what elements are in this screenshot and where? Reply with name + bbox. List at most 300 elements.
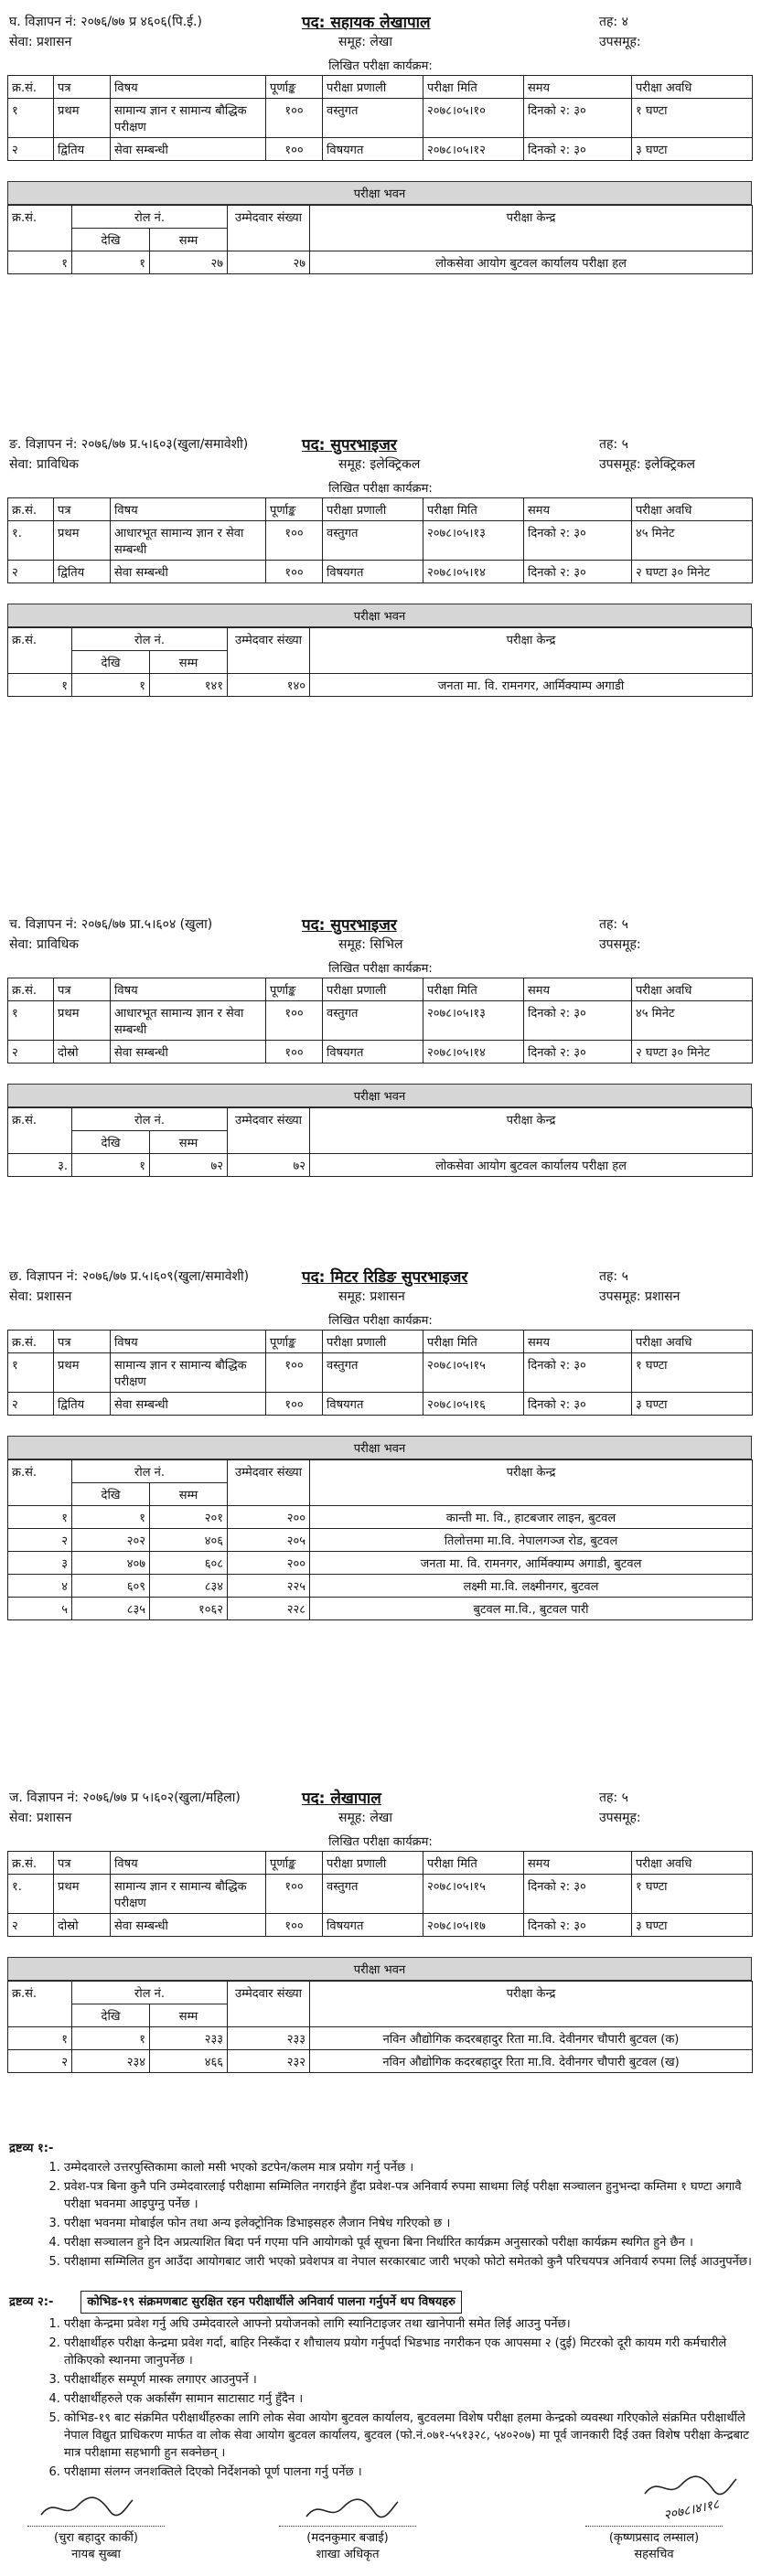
table-cell: १०६२ (150, 1598, 228, 1620)
table-cell: दिनको २: ३० (524, 1875, 632, 1914)
column-header: उम्मेदवार संख्या (228, 1982, 310, 2027)
table-cell: बुटवल मा.वि., बुटवल पारी (310, 1598, 753, 1620)
table-cell: १ (8, 2027, 72, 2050)
column-header: देखि (72, 2004, 150, 2027)
column-header: देखि (72, 651, 150, 674)
table-cell: सामान्य ज्ञान र सामान्य बौद्धिक परीक्षण (111, 1353, 266, 1393)
table-cell: १४० (228, 674, 310, 697)
exam-schedule-caption: लिखित परीक्षा कार्यक्रम: (328, 482, 433, 496)
level: तह: ५ (599, 1790, 628, 1805)
list-item: 3. परीक्षा भवनमा मोबाईल फोन तथा अन्य इलेक्ट्रोनिक डिभाइसहरु लैजान निषेध गरिएको छ । (64, 2215, 752, 2232)
exam-center-caption: परीक्षा भवन (7, 1957, 752, 1981)
table-cell: १ (8, 99, 54, 138)
column-header: पत्र (54, 978, 111, 1001)
exam-schedule-table (7, 1330, 753, 1416)
table-cell: २३३ (228, 2027, 310, 2050)
table-cell: १ (72, 674, 150, 697)
service-name: सेवा: प्राविधिक (9, 457, 80, 472)
table-cell: १४१ (150, 674, 228, 697)
exam-schedule-caption: लिखित परीक्षा कार्यक्रम: (328, 962, 433, 976)
table-cell: २ (8, 1041, 54, 1064)
table-cell: १. (8, 1875, 54, 1914)
handwritten-signature (302, 2496, 402, 2524)
exam-center-caption: परीक्षा भवन (7, 181, 752, 205)
column-header: परीक्षा मिति (423, 1331, 524, 1353)
table-cell: सेवा सम्बन्धी (111, 138, 266, 161)
exam-center-caption: परीक्षा भवन (7, 1084, 752, 1107)
column-header: परीक्षा मिति (423, 498, 524, 521)
column-header: क्र.सं. (8, 206, 72, 251)
table-cell: ४०६ (150, 1529, 228, 1552)
table-cell: दिनको २: ३० (524, 138, 632, 161)
table-cell: २०७८।०५।१३ (423, 1001, 524, 1041)
signatory-role: शाखा अधिकृत (316, 2548, 380, 2561)
table-header-row (8, 76, 753, 99)
table-header-row (8, 1460, 753, 1483)
table-row (8, 1506, 753, 1529)
signatory (585, 2526, 723, 2561)
section-header (0, 1262, 761, 1309)
column-header: क्र.सं. (8, 978, 54, 1001)
post-title: पद: सहायक लेखापाल (302, 14, 431, 32)
table-cell: वस्तुगत (323, 1353, 423, 1393)
table-cell: २ (8, 1914, 54, 1937)
table-cell: ३ घण्टा (632, 1393, 753, 1416)
advertisement-section (0, 430, 761, 697)
table-cell: ५ (8, 1598, 72, 1620)
column-header: उम्मेदवार संख्या (228, 628, 310, 674)
table-cell: १०० (266, 1875, 323, 1914)
section-header (0, 1783, 761, 1831)
column-header: पूर्णाङ्क (266, 1852, 323, 1875)
table-cell: ४५ मिनेट (632, 1001, 753, 1041)
table-cell: प्रथम (54, 1001, 111, 1041)
table-cell: वस्तुगत (323, 1875, 423, 1914)
table-cell: १०० (266, 1914, 323, 1937)
signatory-name: (चुरा बहादुर कार्की) (27, 2526, 165, 2545)
column-header: क्र.सं. (8, 1331, 54, 1353)
advertisement-section (0, 1262, 761, 1620)
notes-one-title: द्रष्टव्य १:- (9, 2142, 54, 2155)
table-cell: १०० (266, 1393, 323, 1416)
table-cell: लोकसेवा आयोग बुटवल कार्यालय परीक्षा हल (310, 1154, 753, 1177)
exam-schedule-caption: लिखित परीक्षा कार्यक्रम: (328, 59, 433, 73)
column-header: परीक्षा मिति (423, 76, 524, 99)
table-header-row (8, 498, 753, 521)
column-header: विषय (111, 1852, 266, 1875)
notes-two-title: द्रष्टव्य २:- (9, 2295, 54, 2309)
table-cell: दिनको २: ३० (524, 521, 632, 561)
column-header: परीक्षा केन्द्र (310, 1108, 753, 1154)
post-title: पद: सुपरभाइजर (302, 436, 397, 454)
column-header: पत्र (54, 1852, 111, 1875)
column-header: समय (524, 978, 632, 1001)
group-name: समूह: सिभिल (338, 937, 403, 952)
table-cell: दिनको २: ३० (524, 1041, 632, 1064)
advertisement-section (0, 910, 761, 1177)
column-header: देखि (72, 1483, 150, 1506)
exam-schedule-table (7, 1851, 753, 1937)
table-cell: २३४ (72, 2050, 150, 2073)
column-header: परीक्षा केन्द्र (310, 206, 753, 251)
column-header: विषय (111, 978, 266, 1001)
table-row (8, 1353, 753, 1393)
table-cell: २ (8, 1393, 54, 1416)
table-cell: २०७८।०५।१५ (423, 1875, 524, 1914)
table-cell: द्वितिय (54, 561, 111, 583)
table-cell: २ घण्टा ३० मिनेट (632, 1041, 753, 1064)
table-cell: ४६६ (150, 2050, 228, 2073)
level: तह: ४ (599, 15, 628, 29)
table-cell: १ घण्टा (632, 1875, 753, 1914)
list-item: 3. परीक्षार्थीहरु सम्पूर्ण मास्क लगाएर आउनुपर्ने । (64, 2371, 752, 2389)
table-cell: १०० (266, 1353, 323, 1393)
column-header: सम्म (150, 229, 228, 251)
list-item: 6. परीक्षामा संलग्न जनशक्तिले दिएको निर्देशनको पूर्ण पालना गर्नु पर्नेछ । (64, 2464, 752, 2481)
table-cell: आधारभूत सामान्य ज्ञान र सेवा सम्बन्धी (111, 1001, 266, 1041)
table-cell: तिलोत्तमा मा.वि. नेपालगञ्ज रोड, बुटवल (310, 1529, 753, 1552)
signatory (27, 2526, 165, 2561)
table-cell: सेवा सम्बन्धी (111, 1041, 266, 1064)
handwritten-signature (37, 2495, 137, 2522)
column-header: क्र.सं. (8, 76, 54, 99)
service-name: सेवा: प्रशासन (9, 1811, 72, 1825)
subgroup: उपसमूह: (599, 35, 641, 49)
table-row (8, 674, 753, 697)
table-cell: दोस्रो (54, 1041, 111, 1064)
column-header: पूर्णाङ्क (266, 1331, 323, 1353)
column-header: सम्म (150, 1131, 228, 1154)
column-header: समय (524, 1852, 632, 1875)
exam-center-caption: परीक्षा भवन (7, 1436, 752, 1459)
group-name: समूह: लेखा (338, 1811, 393, 1825)
table-cell: २०७८।०५।१३ (423, 521, 524, 561)
list-item: 2. परीक्षार्थीहरु परीक्षा केन्द्रमा प्रवेश गर्दा, बाहिर निस्कँदा र शौचालय प्रयोग गर्नुपर्दा भिडभाड नगरीकन एक आपसमा २ (दुई) मिटरको दूरी कायम गरी कर्मचारीले तोकिएको स्थानमा जानुपर्नेछ । (64, 2335, 752, 2369)
table-cell: ८३४ (150, 1575, 228, 1598)
table-cell: ३ घण्टा (632, 1914, 753, 1937)
table-cell: २०७८।०५।१७ (423, 1914, 524, 1937)
column-header: रोल नं. (72, 628, 228, 651)
table-cell: विषयगत (323, 1393, 423, 1416)
table-cell: १०० (266, 1001, 323, 1041)
notes-two-list (64, 2315, 761, 2481)
table-header-row (8, 628, 753, 651)
table-cell: विषयगत (323, 561, 423, 583)
post-title: पद: सुपरभाइजर (302, 916, 397, 935)
table-cell: २०७८।०५।१५ (423, 1353, 524, 1393)
exam-center-table (7, 1981, 753, 2073)
column-header: परीक्षा केन्द्र (310, 1460, 753, 1506)
column-header: विषय (111, 1331, 266, 1353)
table-cell: २ (8, 1529, 72, 1552)
table-cell: ४५ मिनेट (632, 521, 753, 561)
table-cell: ३. (8, 1154, 72, 1177)
table-cell: २०७८।०५।१२ (423, 138, 524, 161)
list-item: 5. कोभिड-१९ बाट संक्रमित परीक्षार्थीहरुका लागि लोक सेवा आयोग बुटवल कार्यालय, बुटवलमा विशेष परीक्षा हलमा केन्द्रको व्यवस्था गरिएकोले संक्रमित परीक्षार्थीले नेपाल विद्युत प्राधिकरण मार्फत वा लोक सेवा आयोग बुटवल कार्यालय, बुटवल (फो.नं.०७१-५५१३२८, ५४०२०७) मा पूर्व जानकारी दिई उक्त विशेष परीक्षा केन्द्रबाट मात्र परीक्षामा सहभागी हुन सक्नेछन् । (64, 2410, 752, 2462)
advert-number: ङ. विज्ञापन नं: २०७६/७७ प्र.५।६०३(खुला/समावेशी) (9, 437, 249, 452)
table-cell: १ घण्टा (632, 99, 753, 138)
table-cell: प्रथम (54, 1353, 111, 1393)
table-cell: सेवा सम्बन्धी (111, 561, 266, 583)
table-cell: प्रथम (54, 521, 111, 561)
service-name: सेवा: प्रशासन (9, 1289, 72, 1304)
table-cell: १०० (266, 1041, 323, 1064)
table-cell: २०० (228, 1506, 310, 1529)
table-cell: सेवा सम्बन्धी (111, 1914, 266, 1937)
column-header: उम्मेदवार संख्या (228, 206, 310, 251)
table-cell: दिनको २: ३० (524, 1914, 632, 1937)
column-header: पूर्णाङ्क (266, 498, 323, 521)
column-header: परीक्षा अवधि (632, 76, 753, 99)
table-header-row (8, 1331, 753, 1353)
table-cell: दिनको २: ३० (524, 1353, 632, 1393)
table-row (8, 1575, 753, 1598)
handwritten-date: २०७८।४।१८ (662, 2496, 721, 2524)
column-header: क्र.सं. (8, 1108, 72, 1154)
table-cell: १ (8, 1353, 54, 1393)
table-header-row (8, 1108, 753, 1131)
table-cell: १०० (266, 99, 323, 138)
column-header: रोल नं. (72, 206, 228, 229)
exam-center-caption: परीक्षा भवन (7, 604, 752, 627)
table-cell: २०१ (150, 1506, 228, 1529)
advert-number: ज. विज्ञापन नं: २०७६/७७ प्र ५।६०२(खुला/महिला) (9, 1790, 241, 1805)
column-header: रोल नं. (72, 1108, 228, 1131)
column-header: क्र.सं. (8, 628, 72, 674)
table-cell: २०२ (72, 1529, 150, 1552)
table-cell: नविन औद्योगिक कदरबहादुर रिता मा.वि. देवीनगर चौपारी बुटवल (क) (310, 2027, 753, 2050)
table-cell: लोकसेवा आयोग बुटवल कार्यालय परीक्षा हल (310, 251, 753, 274)
list-item: 1. उम्मेदवारले उत्तरपुस्तिकामा कालो मसी भएको डटपेन/कलम मात्र प्रयोग गर्नु पर्नेछ । (64, 2159, 752, 2176)
exam-center-table (7, 205, 753, 274)
exam-schedule-caption: लिखित परीक्षा कार्यक्रम: (328, 1314, 433, 1328)
table-cell: २०० (228, 1552, 310, 1575)
signatory-name: (कृष्णप्रसाद लम्साल) (585, 2526, 723, 2545)
table-cell: आधारभूत सामान्य ज्ञान र सेवा सम्बन्धी (111, 521, 266, 561)
column-header: पत्र (54, 498, 111, 521)
table-cell: १. (8, 521, 54, 561)
table-row (8, 1875, 753, 1914)
subgroup: उपसमूह: (599, 1811, 641, 1825)
table-cell: द्वितिय (54, 1393, 111, 1416)
exam-schedule-table (7, 978, 753, 1064)
table-cell: १ (8, 1506, 72, 1529)
table-cell: दिनको २: ३० (524, 1393, 632, 1416)
signatory-role: सहसचिव (634, 2548, 674, 2561)
table-cell: सामान्य ज्ञान र सामान्य बौद्धिक परीक्षण (111, 1875, 266, 1914)
table-cell: ६०८ (150, 1552, 228, 1575)
section-header (0, 7, 761, 55)
table-cell: दिनको २: ३० (524, 99, 632, 138)
handwritten-signature (640, 2474, 741, 2501)
column-header: परीक्षा अवधि (632, 1852, 753, 1875)
table-cell: विषयगत (323, 138, 423, 161)
list-item: 4. परीक्षार्थीहरुले एक अर्कासँग सामान साटासाट गर्नु हुँदैन । (64, 2390, 752, 2408)
column-header: परीक्षा प्रणाली (323, 978, 423, 1001)
list-item: 5. परीक्षामा सम्मिलित हुन आउँदा आयोगबाट जारी भएको प्रवेशपत्र वा नेपाल सरकारबाट जारी भएको फोटो समेतको कुनै परिचयपत्र अनिवार्य रुपमा लिई आउनुपर्नेछ। (64, 2253, 752, 2271)
advert-number: छ. विज्ञापन नं: २०७६/७७ प्र.५।६०९(खुला/समावेशी) (9, 1269, 250, 1284)
column-header: पत्र (54, 1331, 111, 1353)
list-item: 1. परीक्षा केन्द्रमा प्रवेश गर्नु अघि उम्मेदवारले आफ्नो प्रयोजनको लागि स्यानिटाइजर तथा खानेपानी समेत लिई आउनु पर्नेछ। (64, 2315, 752, 2333)
notes-two (0, 2291, 761, 2483)
table-cell: १ (72, 251, 150, 274)
table-cell: २०७८।०५।१४ (423, 561, 524, 583)
table-cell: ६०९ (72, 1575, 150, 1598)
table-row (8, 1598, 753, 1620)
table-cell: वस्तुगत (323, 521, 423, 561)
table-row (8, 1529, 753, 1552)
column-header: पूर्णाङ्क (266, 978, 323, 1001)
table-cell: जनता मा. वि. रामनगर, आर्मिक्याम्प अगाडी, बुटवल (310, 1552, 753, 1575)
table-cell: प्रथम (54, 1875, 111, 1914)
list-item: 2. प्रवेश-पत्र बिना कुनै पनि उम्मेदवारलाई परीक्षामा सम्मिलित नगराईने हुँदा प्रवेश-पत्र अनिवार्य रुपमा साथमा लिई परीक्षा सञ्चालन हुनुभन्दा कम्तिमा १ घण्टा अगावै परीक्षा भवनमा आइपुग्नु पर्नेछ । (64, 2178, 752, 2213)
table-cell: २०७८।०५।१० (423, 99, 524, 138)
table-cell: १०० (266, 138, 323, 161)
table-cell: १ (8, 674, 72, 697)
table-cell: लक्ष्मी मा.वि. लक्ष्मीनगर, बुटवल (310, 1575, 753, 1598)
table-cell: १०० (266, 521, 323, 561)
table-row (8, 1154, 753, 1177)
column-header: विषय (111, 76, 266, 99)
column-header: परीक्षा अवधि (632, 978, 753, 1001)
table-row (8, 1393, 753, 1416)
column-header: परीक्षा केन्द्र (310, 1982, 753, 2027)
table-cell: द्वितिय (54, 138, 111, 161)
post-title: पद: मिटर रिडिङ सुपरभाइजर (302, 1268, 468, 1287)
table-cell: ८३५ (72, 1598, 150, 1620)
column-header: परीक्षा प्रणाली (323, 1852, 423, 1875)
table-cell: १०० (266, 561, 323, 583)
column-header: परीक्षा अवधि (632, 498, 753, 521)
column-header: समय (524, 1331, 632, 1353)
notes-one (0, 2140, 761, 2272)
table-row (8, 99, 753, 138)
level: तह: ५ (599, 917, 628, 932)
advertisement-section (0, 7, 761, 274)
column-header: परीक्षा मिति (423, 978, 524, 1001)
table-cell: १ (8, 1001, 54, 1041)
table-row (8, 561, 753, 583)
exam-schedule-table (7, 75, 753, 161)
service-name: सेवा: प्राविधिक (9, 937, 80, 952)
table-cell: ३ घण्टा (632, 138, 753, 161)
column-header: समय (524, 76, 632, 99)
service-name: सेवा: प्रशासन (9, 35, 72, 49)
table-header-row (8, 978, 753, 1001)
section-header (0, 910, 761, 957)
exam-center-table (7, 1107, 753, 1177)
post-title: पद: लेखापाल (302, 1790, 381, 1808)
column-header: उम्मेदवार संख्या (228, 1108, 310, 1154)
table-row (8, 1041, 753, 1064)
exam-center-table (7, 1459, 753, 1620)
table-cell: सामान्य ज्ञान र सामान्य बौद्धिक परीक्षण (111, 99, 266, 138)
table-cell: १ (8, 251, 72, 274)
table-cell: ४०७ (72, 1552, 150, 1575)
signatory-name: (मदनकुमार बज्राई) (279, 2526, 416, 2545)
exam-schedule-table (7, 497, 753, 583)
table-cell: विषयगत (323, 1041, 423, 1064)
table-cell: २३२ (228, 2050, 310, 2073)
advert-number: घ. विज्ञापन नं: २०७६/७७ प्र ४६०६(पि.ई.) (9, 15, 202, 29)
group-name: समूह: इलेक्ट्रिकल (338, 457, 421, 472)
table-cell: ७२ (150, 1154, 228, 1177)
table-cell: २७ (150, 251, 228, 274)
table-cell: २ घण्टा ३० मिनेट (632, 561, 753, 583)
table-header-row (8, 1852, 753, 1875)
column-header: उम्मेदवार संख्या (228, 1460, 310, 1506)
column-header: सम्म (150, 1483, 228, 1506)
list-item: 4. परीक्षा सञ्चालन हुने दिन अप्रत्याशित बिदा पर्न गएमा पनि आयोगको पूर्व सूचना बिना निर्धारित कार्यक्रम अनुसारको परीक्षा कार्यक्रम स्थगित हुने छैन । (64, 2234, 752, 2251)
column-header: परीक्षा प्रणाली (323, 76, 423, 99)
table-cell: दिनको २: ३० (524, 561, 632, 583)
table-cell: २०७८।०५।१६ (423, 1393, 524, 1416)
column-header: परीक्षा प्रणाली (323, 1331, 423, 1353)
column-header: परीक्षा अवधि (632, 1331, 753, 1353)
level: तह: ५ (599, 437, 628, 452)
table-cell: १ (72, 1506, 150, 1529)
column-header: परीक्षा मिति (423, 1852, 524, 1875)
subgroup: उपसमूह: प्रशासन (599, 1289, 681, 1304)
table-cell: वस्तुगत (323, 1001, 423, 1041)
table-cell: वस्तुगत (323, 99, 423, 138)
table-cell: २३३ (150, 2027, 228, 2050)
table-row (8, 2027, 753, 2050)
column-header: पूर्णाङ्क (266, 76, 323, 99)
column-header: क्र.सं. (8, 1460, 72, 1506)
table-cell: १ (72, 2027, 150, 2050)
notes-one-list (64, 2159, 761, 2271)
column-header: रोल नं. (72, 1982, 228, 2004)
table-cell: २ (8, 2050, 72, 2073)
table-cell: १ घण्टा (632, 1353, 753, 1393)
table-cell: २ (8, 561, 54, 583)
table-cell: कान्ती मा. वि., हाटबजार लाइन, बुटवल (310, 1506, 753, 1529)
table-cell: नविन औद्योगिक कदरबहादुर रिता मा.वि. देवीनगर चौपारी बुटवल (ख) (310, 2050, 753, 2073)
table-cell: प्रथम (54, 99, 111, 138)
column-header: क्र.सं. (8, 1852, 54, 1875)
group-name: समूह: लेखा (338, 35, 393, 49)
column-header: परीक्षा प्रणाली (323, 498, 423, 521)
table-header-row (8, 1982, 753, 2004)
advertisement-section (0, 1783, 761, 2073)
column-header: रोल नं. (72, 1460, 228, 1483)
column-header: क्र.सं. (8, 1982, 72, 2027)
advert-number: च. विज्ञापन नं: २०७६/७७ प्रा.५।६०४ (खुला) (9, 917, 213, 932)
subgroup: उपसमूह: (599, 937, 641, 952)
table-row (8, 521, 753, 561)
exam-schedule-caption: लिखित परीक्षा कार्यक्रम: (328, 1835, 433, 1849)
table-cell: २२५ (228, 1575, 310, 1598)
table-cell: दिनको २: ३० (524, 1001, 632, 1041)
table-cell: १ (72, 1154, 150, 1177)
column-header: देखि (72, 1131, 150, 1154)
column-header: पत्र (54, 76, 111, 99)
column-header: विषय (111, 498, 266, 521)
column-header: सम्म (150, 651, 228, 674)
signatory-role: नायब सुब्बा (71, 2548, 121, 2561)
table-row (8, 138, 753, 161)
group-name: समूह: प्रशासन (338, 1289, 405, 1304)
table-row (8, 1914, 753, 1937)
table-cell: दोस्रो (54, 1914, 111, 1937)
table-row (8, 1552, 753, 1575)
table-cell: जनता मा. वि. रामनगर, आर्मिक्याम्प अगाडी (310, 674, 753, 697)
level: तह: ५ (599, 1269, 628, 1284)
table-cell: सेवा सम्बन्धी (111, 1393, 266, 1416)
signatory (279, 2526, 416, 2561)
table-cell: २०७८।०५।१४ (423, 1041, 524, 1064)
